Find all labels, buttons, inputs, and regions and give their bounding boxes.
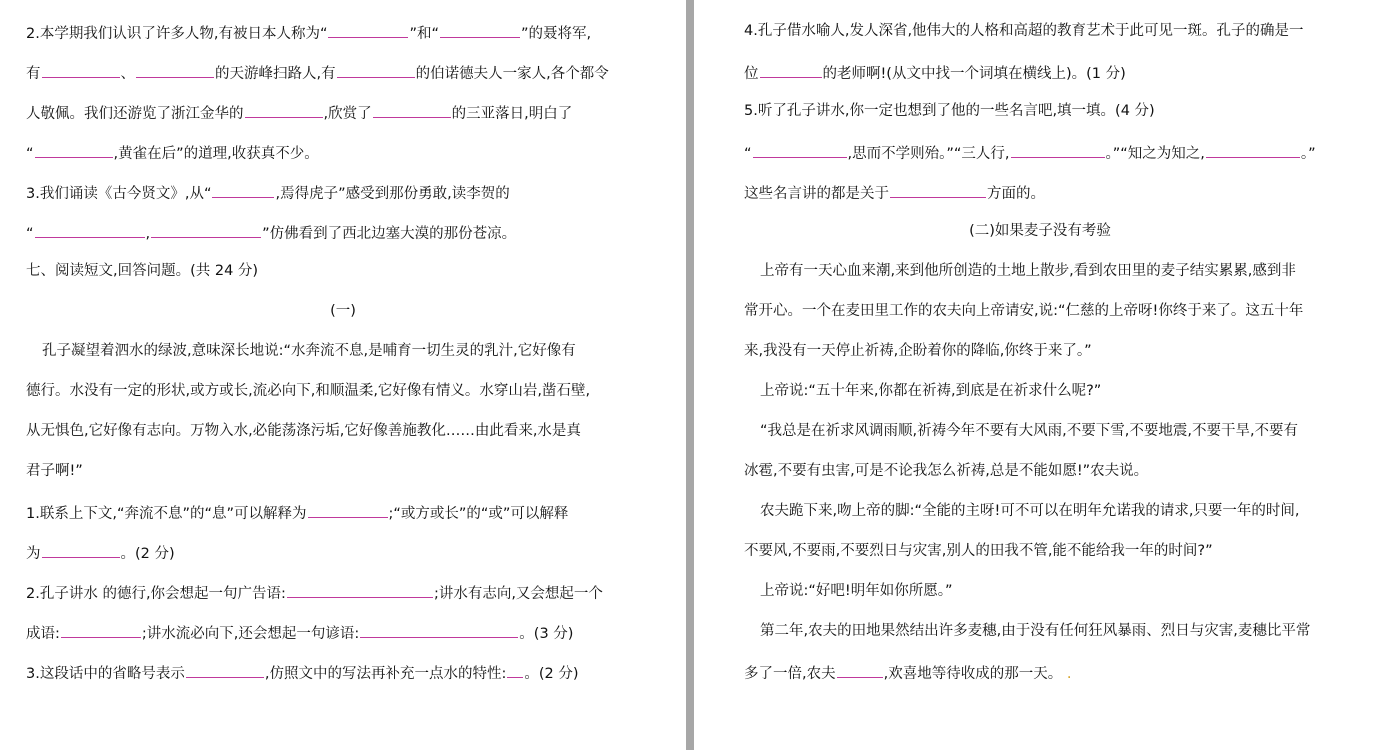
text-segment: 1.联系上下文,“奔流不息”的“息”可以解释为 [26, 506, 307, 522]
passage-2-line: “我总是在祈求风调雨顺,祈祷今年不要有大风雨,不要下雪,不要地震,不要干旱,不要有 [760, 423, 1299, 439]
passage-2-line: 常开心。一个在麦田里工作的农夫向上帝请安,说:“仁慈的上帝呀!你终于来了。这五十年 [744, 303, 1304, 319]
passage-1-line: 孔子凝望着泗水的绿波,意味深长地说:“水奔流不息,是哺育一切生灵的乳汁,它好像有 [42, 343, 576, 359]
answer-blank[interactable] [35, 220, 145, 238]
question-2-line-3 [26, 100, 572, 122]
text-segment: 。(2 分) [120, 546, 175, 562]
answer-blank[interactable] [186, 660, 264, 678]
answer-blank[interactable] [287, 580, 433, 598]
answer-blank[interactable] [890, 180, 986, 198]
text-segment: 有 [26, 66, 41, 82]
answer-blank[interactable] [308, 500, 388, 518]
passage-question-5-line-1: 5.听了孔子讲水,你一定也想到了他的一些名言吧,填一填。(4 分) [744, 103, 1155, 119]
text-segment: “ [744, 146, 752, 162]
answer-blank[interactable] [42, 60, 120, 78]
stray-mark: . [1066, 666, 1072, 682]
answer-blank[interactable] [35, 140, 113, 158]
text-segment: “ [26, 226, 34, 242]
passage-2-line: 第二年,农夫的田地果然结出许多麦穗,由于没有任何狂风暴雨、烈日与灾害,麦穗比平常 [760, 623, 1311, 639]
text-segment: ”仿佛看到了西北边塞大漠的那份苍凉。 [262, 226, 517, 242]
answer-blank[interactable] [360, 620, 518, 638]
passage-question-5-line-3 [744, 180, 1045, 202]
text-segment: ;讲水流必向下,还会想起一句谚语: [141, 626, 360, 642]
answer-blank[interactable] [337, 60, 415, 78]
text-segment: 。(3 分) [519, 626, 574, 642]
text-segment: 2.孔子讲水 的德行,你会想起一句广告语: [26, 586, 286, 602]
text-segment: ;讲水有志向,又会想起一个 [433, 586, 603, 602]
text-segment: 3.我们诵读《古今贤文》,从“ [26, 186, 212, 202]
text-segment: 人敬佩。我们还游览了浙江金华的 [26, 106, 244, 122]
text-segment: ,思而不学则殆。”“三人行, [847, 146, 1010, 162]
text-segment: ,欣赏了 [323, 106, 372, 122]
text-segment: 的天游峰扫路人,有 [215, 66, 336, 82]
answer-blank[interactable] [328, 20, 408, 38]
answer-blank[interactable] [440, 20, 520, 38]
text-segment: 方面的。 [987, 186, 1045, 202]
passage-question-2-line-1 [26, 580, 603, 602]
question-2-line-4 [26, 140, 319, 162]
text-segment: 。(2 分) [524, 666, 579, 682]
right-page [694, 0, 1386, 750]
answer-blank[interactable] [42, 540, 120, 558]
answer-blank[interactable] [753, 140, 847, 158]
passage-2-line: 上帝说:“五十年来,你都在祈祷,到底是在祈求什么呢?” [760, 383, 1102, 399]
passage-2-title: (二)如果麦子没有考验 [969, 223, 1111, 239]
passage-1-line: 君子啊!” [26, 463, 83, 479]
text-segment: 2.本学期我们认识了许多人物,有被日本人称为“ [26, 26, 328, 42]
text-segment: ”的聂将军, [521, 26, 592, 42]
text-segment: ,黄雀在后”的道理,收获真不少。 [113, 146, 319, 162]
text-segment: 3.这段话中的省略号表示 [26, 666, 185, 682]
question-3-line-2 [26, 220, 516, 242]
text-segment: 。” [1300, 146, 1316, 162]
text-segment: 位 [744, 66, 759, 82]
answer-blank[interactable] [151, 220, 261, 238]
question-2-line-2 [26, 60, 609, 82]
text-segment: ,仿照文中的写法再补充一点水的特性: [264, 666, 507, 682]
answer-blank[interactable] [837, 660, 883, 678]
answer-blank[interactable] [373, 100, 451, 118]
text-segment: 成语: [26, 626, 60, 642]
text-segment: , [145, 226, 151, 242]
passage-question-1-line-2 [26, 540, 175, 562]
passage-question-3-line-1 [26, 660, 579, 682]
passage-2-line: 来,我没有一天停止祈祷,企盼着你的降临,你终于来了。” [744, 343, 1092, 359]
text-segment: 这些名言讲的都是关于 [744, 186, 889, 202]
answer-blank[interactable] [136, 60, 214, 78]
text-segment: 为 [26, 546, 41, 562]
answer-blank[interactable] [1011, 140, 1105, 158]
passage-1-line: 从无惧色,它好像有志向。万物入水,必能荡涤污垢,它好像善施教化……由此看来,水是真 [26, 423, 581, 439]
passage-2-last-line [744, 660, 1071, 682]
text-segment: ,欢喜地等待收成的那一天。 [883, 666, 1063, 682]
passage-2-line: 不要风,不要雨,不要烈日与灾害,别人的田我不管,能不能给我一年的时间?” [744, 543, 1213, 559]
question-2-line-1 [26, 20, 591, 42]
left-page [0, 0, 686, 750]
answer-blank[interactable] [212, 180, 274, 198]
passage-1-title: (一) [330, 303, 356, 319]
text-segment: 多了一倍,农夫 [744, 666, 836, 682]
answer-blank[interactable] [760, 60, 822, 78]
question-3-line-1 [26, 180, 510, 202]
passage-2-line: 冰雹,不要有虫害,可是不论我怎么祈祷,总是不能如愿!”农夫说。 [744, 463, 1149, 479]
text-segment: 的伯诺德夫人一家人,各个都令 [415, 66, 609, 82]
passage-question-1-line-1 [26, 500, 568, 522]
section-7-heading: 七、阅读短文,回答问题。(共 24 分) [26, 263, 259, 279]
answer-blank[interactable] [245, 100, 323, 118]
text-segment: “ [26, 146, 34, 162]
passage-1-line: 德行。水没有一定的形状,或方或长,流必向下,和顺温柔,它好像有情义。水穿山岩,凿石壁, [26, 383, 591, 399]
text-segment: 的老师啊!(从文中找一个词填在横线上)。(1 分) [822, 66, 1126, 82]
passage-2-line: 上帝有一天心血来潮,来到他所创造的土地上散步,看到农田里的麦子结实累累,感到非 [760, 263, 1296, 279]
passage-question-2-line-2 [26, 620, 573, 642]
text-segment: 、 [120, 66, 135, 82]
answer-blank[interactable] [507, 660, 523, 678]
passage-question-5-line-2 [744, 140, 1316, 162]
page-divider [686, 0, 694, 750]
text-segment: ”和“ [409, 26, 439, 42]
answer-blank[interactable] [1206, 140, 1300, 158]
passage-2-line: 上帝说:“好吧!明年如你所愿。” [760, 583, 953, 599]
passage-question-4-line-2 [744, 60, 1126, 82]
text-segment: ,焉得虎子”感受到那份勇敢,读李贺的 [275, 186, 510, 202]
text-segment: 。”“知之为知之, [1105, 146, 1205, 162]
text-segment: ;“或方或长”的“或”可以解释 [388, 506, 569, 522]
text-segment: 的三亚落日,明白了 [451, 106, 573, 122]
answer-blank[interactable] [61, 620, 141, 638]
passage-2-line: 农夫跪下来,吻上帝的脚:“全能的主呀!可不可以在明年允诺我的请求,只要一年的时间, [760, 503, 1300, 519]
passage-question-4-line-1: 4.孔子借水喻人,发人深省,他伟大的人格和高超的教育艺术于此可见一斑。孔子的确是一 [744, 23, 1304, 39]
